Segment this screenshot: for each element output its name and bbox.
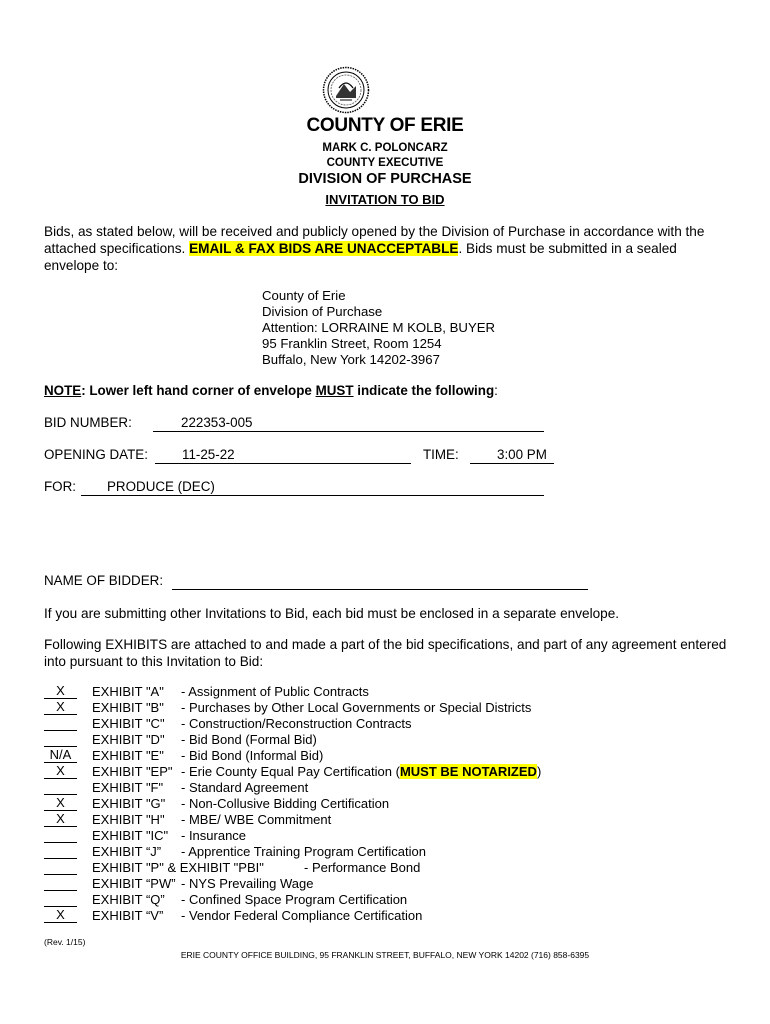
address-line: Buffalo, New York 14202-3967 — [262, 352, 440, 367]
time-label: TIME: — [423, 447, 459, 462]
exhibit-mark: X — [44, 812, 77, 827]
address-line: 95 Franklin Street, Room 1254 — [262, 336, 442, 351]
note-label: NOTE — [44, 383, 82, 398]
exhibit-code: EXHIBIT "C" — [92, 716, 165, 731]
exhibit-mark: X — [44, 684, 77, 699]
footer-address: ERIE COUNTY OFFICE BUILDING, 95 FRANKLIN STREET, BUFFALO, NEW YORK 14202 (716) 858-6395 — [180, 950, 590, 960]
exhibit-code: EXHIBIT "G" — [92, 796, 166, 811]
document-title: INVITATION TO BID — [325, 192, 445, 207]
envelope-note: NOTE: Lower left hand corner of envelope MUST indicate the following: — [44, 383, 498, 398]
address-line: Attention: LORRAINE M KOLB, BUYER — [262, 320, 496, 335]
exhibit-mark: X — [44, 764, 77, 779]
exhibit-description: - Bid Bond (Informal Bid) — [181, 748, 324, 763]
mailing-address — [262, 288, 495, 368]
exhibit-description: - Apprentice Training Program Certification — [181, 844, 426, 859]
exhibit-code: EXHIBIT "F" — [92, 780, 164, 795]
exhibit-description: - Purchases by Other Local Governments or Special Districts — [181, 700, 532, 715]
exhibit-mark — [44, 732, 77, 747]
executive-title: COUNTY EXECUTIVE — [326, 157, 444, 169]
must-emphasis: MUST — [315, 383, 354, 398]
county-seal-icon — [322, 66, 370, 114]
bid-number-label: BID NUMBER: — [44, 415, 132, 430]
exhibit-code: EXHIBIT "D" — [92, 732, 165, 747]
exhibit-description: - Confined Space Program Certification — [181, 892, 408, 907]
exhibit-mark — [44, 716, 77, 731]
must-be-notarized-badge: MUST BE NOTARIZED — [399, 764, 537, 779]
exhibit-code: EXHIBIT "A" — [92, 684, 164, 699]
exhibit-description: - Vendor Federal Compliance Certification — [181, 908, 423, 923]
intro-text-1: Bids, as stated below, will be received and publicly opened by the Division of Purchase in accordance with the attached specifications. — [44, 224, 705, 256]
exhibit-code: EXHIBIT "P" & EXHIBIT "PBI" — [92, 860, 264, 875]
exhibit-code: EXHIBIT "E" — [92, 748, 164, 763]
exhibit-code: EXHIBIT "B" — [92, 700, 164, 715]
revision-note: (Rev. 1/15) — [44, 937, 86, 947]
for-field: PRODUCE (DEC) — [81, 479, 544, 496]
exhibit-description: - Assignment of Public Contracts — [181, 684, 369, 699]
time-field: 3:00 PM — [470, 447, 554, 464]
county-title: COUNTY OF ERIE — [306, 115, 464, 136]
exhibit-mark: X — [44, 796, 77, 811]
bid-number-field: 222353-005 — [153, 415, 544, 432]
exhibit-mark — [44, 828, 77, 843]
exhibit-code: EXHIBIT "H" — [92, 812, 165, 827]
no-email-fax-notice: EMAIL & FAX BIDS ARE UNACCEPTABLE — [189, 241, 459, 256]
separate-envelope-notice: If you are submitting other Invitations to Bid, each bid must be enclosed in a separate envelope. — [44, 606, 620, 621]
bidder-name-label: NAME OF BIDDER: — [44, 573, 164, 588]
exhibit-description: - NYS Prevailing Wage — [181, 876, 314, 891]
intro-paragraph — [44, 223, 734, 274]
exhibit-code: EXHIBIT "IC" — [92, 828, 169, 843]
exhibit-description: - Non-Collusive Bidding Certification — [181, 796, 390, 811]
exhibit-mark — [44, 780, 77, 795]
exhibits-intro: Following EXHIBITS are attached to and made a part of the bid specifications, and part of any agreement entered into pursuant to this Invitation to Bid: — [44, 637, 727, 669]
exhibit-description: - Insurance — [181, 828, 247, 843]
exhibit-code: EXHIBIT “Q” — [92, 892, 165, 907]
exhibit-description: - Construction/Reconstruction Contracts — [181, 716, 412, 731]
exhibit-mark — [44, 876, 77, 891]
exhibit-code: EXHIBIT “V” — [92, 908, 164, 923]
opening-date-field: 11-25-22 — [155, 447, 411, 464]
exhibit-description: - Standard Agreement — [181, 780, 309, 795]
division-title: DIVISION OF PURCHASE — [298, 171, 472, 187]
exhibit-mark — [44, 892, 77, 907]
address-line: Division of Purchase — [262, 304, 383, 319]
exhibit-description: - Erie County Equal Pay Certification (MUST BE NOTARIZED) — [181, 764, 542, 779]
exhibit-mark: X — [44, 908, 77, 923]
exhibit-code: EXHIBIT "EP" — [92, 764, 173, 779]
intro-text-2: . Bids must be submitted in a sealed envelope to: — [44, 241, 677, 273]
exhibit-code: EXHIBIT “PW” — [92, 876, 176, 891]
exhibit-mark: X — [44, 700, 77, 715]
for-label: FOR: — [44, 479, 76, 494]
exhibit-mark — [44, 860, 77, 875]
executive-name: MARK C. POLONCARZ — [322, 142, 448, 154]
exhibit-code: EXHIBIT “J” — [92, 844, 162, 859]
exhibit-description: - MBE/ WBE Commitment — [181, 812, 332, 827]
exhibit-mark: N/A — [44, 748, 77, 763]
exhibit-description: - Performance Bond — [304, 860, 421, 875]
address-line: County of Erie — [262, 288, 346, 303]
exhibit-mark — [44, 844, 77, 859]
opening-date-label: OPENING DATE: — [44, 447, 148, 462]
bidder-name-field — [172, 573, 588, 590]
exhibit-description: - Bid Bond (Formal Bid) — [181, 732, 317, 747]
